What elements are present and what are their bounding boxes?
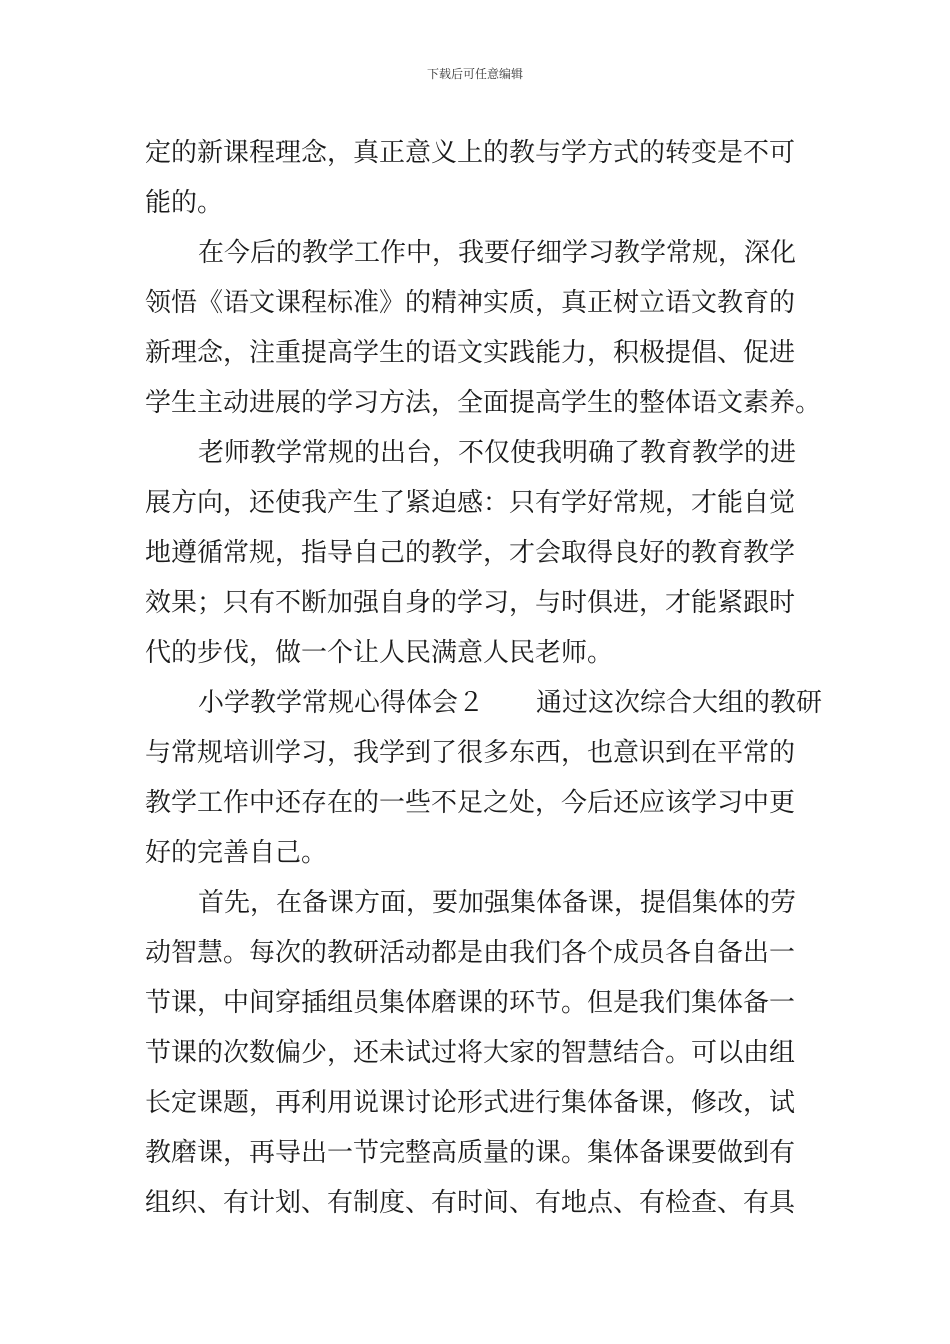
text-line: 教磨课，再导出一节完整高质量的课。集体备课要做到有 — [145, 1138, 796, 1168]
text-line: 领悟《语文课程标准》的精神实质，真正树立语文教育的 — [145, 288, 796, 318]
text-line: 长定课题，再利用说课讨论形式进行集体备课，修改，试 — [145, 1088, 796, 1118]
text-line: 动智慧。每次的教研活动都是由我们各个成员各自备出一 — [145, 938, 796, 968]
text-line: 好的完善自己。 — [145, 838, 328, 868]
text-line: 在今后的教学工作中，我要仔细学习教学常规，深化 — [198, 238, 797, 268]
text-line: 学生主动进展的学习方法，全面提高学生的整体语文素养。 — [145, 388, 822, 418]
text-line: 节课的次数偏少，还未试过将大家的智慧结合。可以由组 — [145, 1038, 796, 1068]
text-line: 节课，中间穿插组员集体磨课的环节。但是我们集体备一 — [145, 988, 796, 1018]
text-line: 组织、有计划、有制度、有时间、有地点、有检查、有具 — [145, 1188, 796, 1218]
text-line: 首先，在备课方面，要加强集体备课，提倡集体的劳 — [198, 888, 797, 918]
text-line: 展方向，还使我产生了紧迫感：只有学好常规，才能自觉 — [145, 488, 796, 518]
text-line: 新理念，注重提高学生的语文实践能力，积极提倡、促进 — [145, 338, 796, 368]
text-line: 地遵循常规，指导自己的教学，才会取得良好的教育教学 — [145, 538, 796, 568]
text-line: 能的。 — [145, 188, 224, 218]
text-line: 教学工作中还存在的一些不足之处，今后还应该学习中更 — [145, 788, 796, 818]
page-header-note: 下载后可任意编辑 — [426, 67, 523, 81]
text-line: 与常规培训学习，我学到了很多东西，也意识到在平常的 — [145, 738, 796, 768]
text-line: 代的步伐，做一个让人民满意人民老师。 — [145, 638, 614, 668]
text-line: 效果；只有不断加强自身的学习，与时俱进，才能紧跟时 — [145, 588, 796, 618]
text-line: 老师教学常规的出台，不仅使我明确了教育教学的进 — [198, 438, 797, 468]
text-line: 定的新课程理念，真正意义上的教与学方式的转变是不可 — [145, 138, 796, 168]
document-body — [145, 128, 823, 1228]
text-line: 小学教学常规心得体会２ 通过这次综合大组的教研 — [198, 688, 823, 718]
